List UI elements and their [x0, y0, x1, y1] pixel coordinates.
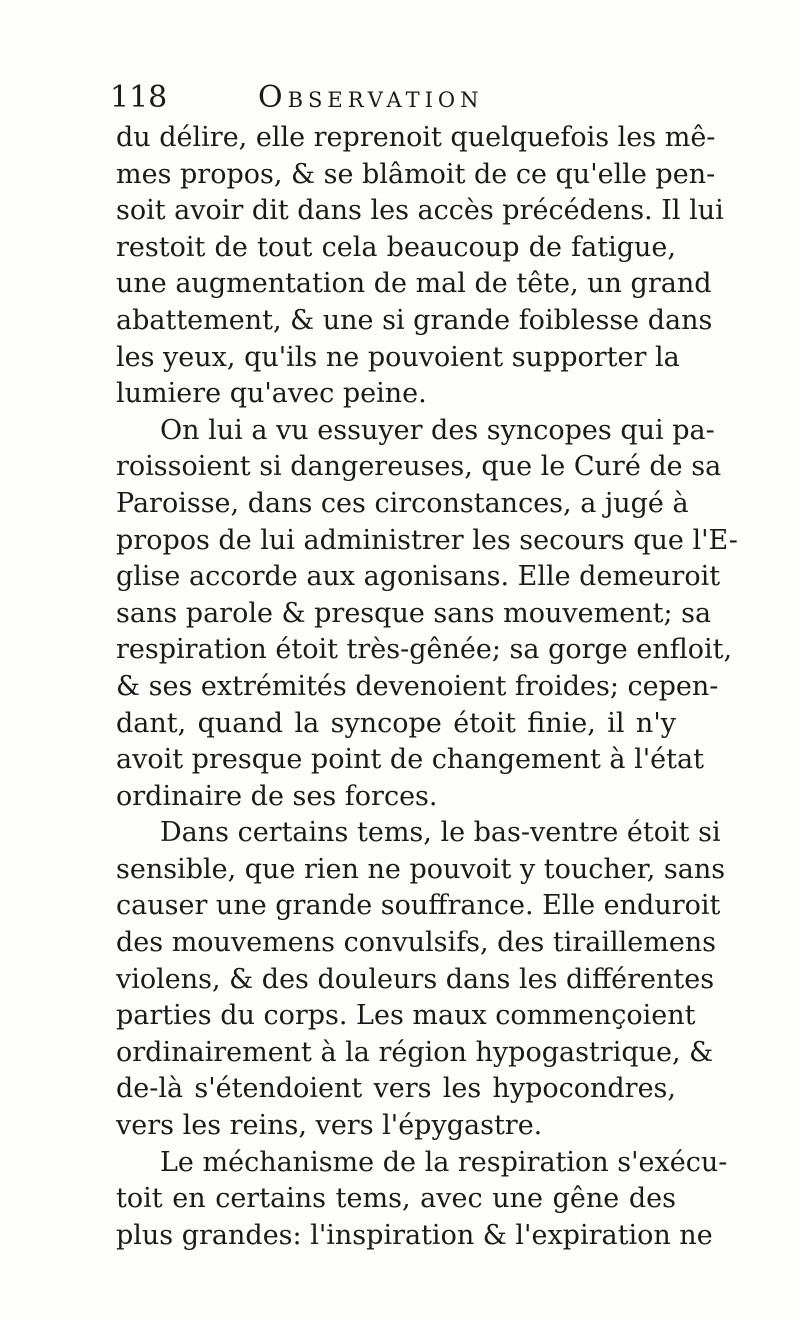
- text-line: & ses extrémités devenoient froides; cepen-: [116, 670, 719, 702]
- text-line: mes propos, & se blâmoit de ce qu'elle pen-: [116, 158, 716, 190]
- text-line: de-là s'étendoient vers les hypocondres,: [116, 1073, 676, 1105]
- text-line: restoit de tout cela beaucoup de fatigue,: [116, 231, 676, 263]
- text-line: plus grandes: l'inspiration & l'expiration ne: [116, 1219, 713, 1251]
- text-line: ordinairement à la région hypogastrique, &: [116, 1036, 714, 1068]
- text-line: propos de lui administrer les secours que l'E-: [116, 524, 738, 556]
- text-line: Le méchanisme de la respiration s'exécu-: [160, 1146, 728, 1178]
- text-line: les yeux, qu'ils ne pouvoient supporter la: [116, 341, 680, 373]
- text-line: parties du corps. Les maux commençoient: [116, 1000, 696, 1032]
- text-line: violens, & des douleurs dans les différentes: [116, 963, 715, 995]
- text-line: On lui a vu essuyer des syncopes qui pa-: [160, 414, 715, 446]
- text-line: abattement, & une si grande foiblesse dans: [116, 304, 713, 336]
- text-line: sensible, que rien ne pouvoit y toucher, sans: [116, 853, 726, 885]
- text-line: ordinaire de ses forces.: [116, 780, 438, 812]
- text-line: causer une grande souffrance. Elle enduroit: [116, 890, 721, 922]
- running-title: Observation: [258, 80, 484, 115]
- text-line: dant, quand la syncope étoit finie, il n'y: [116, 707, 676, 739]
- page-header: [110, 78, 670, 118]
- text-line: Paroisse, dans ces circonstances, a jugé à: [116, 487, 689, 519]
- text-line: vers les reins, vers l'épygastre.: [116, 1110, 543, 1142]
- text-line: lumiere qu'avec peine.: [116, 378, 427, 410]
- page-number: 118: [110, 80, 168, 115]
- text-line: une augmentation de mal de tête, un grand: [116, 268, 712, 300]
- text-line: roissoient si dangereuses, que le Curé de sa: [116, 451, 722, 483]
- text-line: avoit presque point de changement à l'état: [116, 744, 704, 776]
- text-line: sans parole & presque sans mouvement; sa: [116, 597, 712, 629]
- text-line: glise accorde aux agonisans. Elle demeuroit: [116, 561, 721, 593]
- body-text: [116, 120, 738, 1254]
- text-line: toit en certains tems, avec une gêne des: [116, 1183, 676, 1215]
- text-line: Dans certains tems, le bas-ventre étoit si: [160, 817, 721, 849]
- text-line: des mouvemens convulsifs, des tiraillemens: [116, 927, 717, 959]
- text-line: du délire, elle reprenoit quelquefois les mê-: [116, 122, 716, 153]
- text-line: soit avoir dit dans les accès précédens. Il lui: [116, 195, 724, 227]
- text-line: respiration étoit très-gênée; sa gorge enfloit,: [116, 634, 733, 666]
